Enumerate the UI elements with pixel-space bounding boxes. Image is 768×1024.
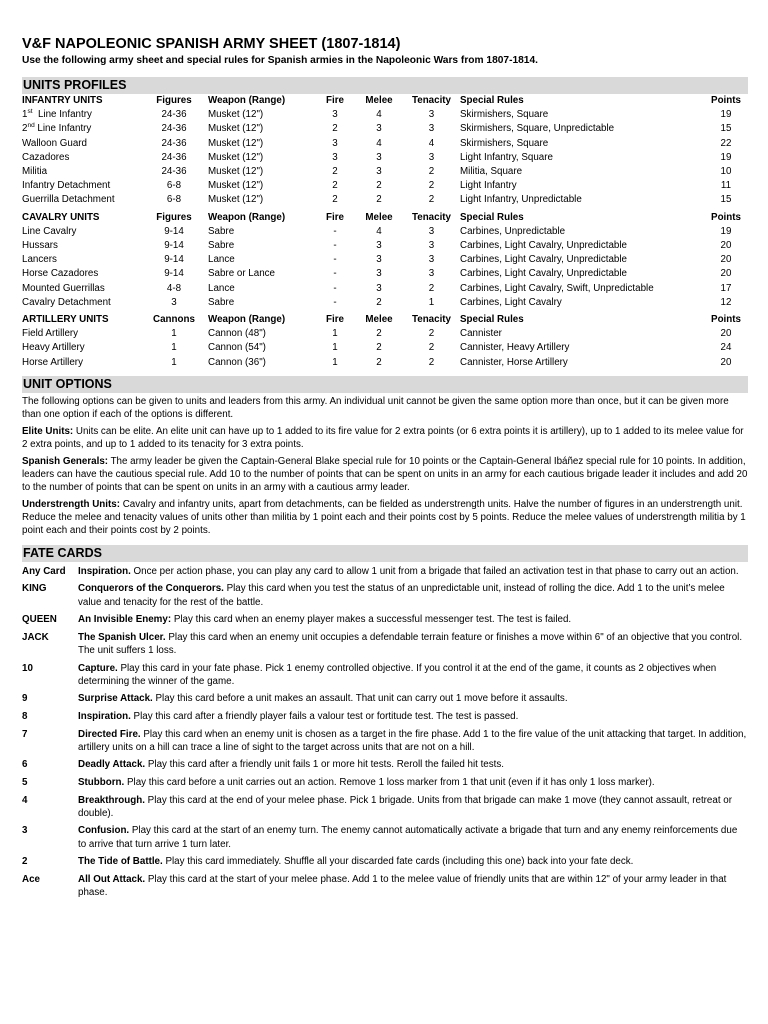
tenacity-cell: 2: [428, 356, 435, 368]
weapon-cell: Cannon (54"): [208, 342, 266, 354]
weapon-cell: Lance: [208, 254, 235, 266]
points-cell: 15: [720, 123, 732, 135]
special-rules-cell: Carbines, Light Cavalry, Unpredictable: [460, 254, 627, 266]
fate-card-key: Ace: [22, 873, 40, 885]
points-cell: 19: [720, 109, 732, 121]
unit-name: Hussars: [22, 240, 58, 252]
figures-cell: 9-14: [164, 240, 184, 252]
tenacity-cell: 4: [428, 137, 435, 149]
melee-cell: 2: [376, 194, 382, 206]
figures-cell: 1: [171, 342, 177, 354]
fate-card-effect: Play this card after a friendly unit fails 1 or more hit tests. Reroll the failed hit tests.: [145, 759, 504, 771]
points-cell: 20: [720, 356, 732, 368]
artillery-header-cell: Special Rules: [460, 314, 524, 326]
cavalry-unit-row: [22, 225, 748, 239]
artillery-header-cell: Melee: [365, 314, 393, 326]
fate-card-key: 10: [22, 662, 33, 674]
infantry-unit-row: [22, 137, 748, 151]
elite-units-option: [22, 425, 748, 451]
fate-card-row: [22, 728, 748, 754]
special-rules-cell: Militia, Square: [460, 166, 523, 178]
fate-card-name: Inspiration.: [78, 565, 131, 577]
fate-card-row: [22, 631, 748, 657]
points-cell: 17: [720, 282, 732, 294]
unit-name-rest: Line Infantry: [32, 109, 92, 121]
cavalry-header-cell: Figures: [156, 211, 192, 223]
elite-units-label: Elite Units:: [22, 425, 74, 437]
fire-cell: -: [333, 240, 337, 252]
fate-card-row: [22, 582, 748, 608]
artillery-unit-row: [22, 327, 748, 341]
special-rules-cell: Light Infantry, Square: [460, 151, 553, 163]
artillery-unit-row: [22, 356, 748, 370]
weapon-cell: Sabre: [208, 225, 235, 237]
figures-cell: 9-14: [164, 225, 184, 237]
melee-cell: 3: [376, 254, 382, 266]
points-cell: 11: [720, 180, 732, 192]
understrength-units-label: Understrength Units:: [22, 498, 120, 510]
infantry-header-cell: Tenacity: [411, 95, 452, 106]
unit-name: [22, 108, 140, 122]
artillery-header-cell: Weapon (Range): [208, 314, 286, 326]
weapon-cell: Musket (12"): [208, 180, 264, 192]
special-rules-cell: Carbines, Unpredictable: [460, 225, 566, 237]
unit-options-intro: The following options can be given to units and leaders from this army. An individual unit cannot be given the same option more than once, but it can be given more than one option if each of the options is different.: [22, 395, 729, 420]
fate-card-key: 6: [22, 759, 28, 771]
infantry-header-cell: INFANTRY UNITS: [22, 95, 103, 106]
fate-cards-heading: FATE CARDS: [22, 545, 748, 562]
special-rules-cell: Light Infantry, Unpredictable: [460, 194, 582, 206]
understrength-units-option: [22, 498, 748, 537]
artillery-header-cell: Tenacity: [411, 314, 452, 326]
fate-card-description: [78, 710, 748, 723]
fate-card-name: Deadly Attack.: [78, 759, 146, 771]
fate-card-name: An Invisible Enemy:: [78, 614, 172, 626]
page-title: V&F NAPOLEONIC SPANISH ARMY SHEET (1807-1814): [22, 36, 401, 52]
weapon-cell: Musket (12"): [208, 123, 264, 135]
figures-cell: 24-36: [161, 123, 187, 135]
cavalry-header-cell: Weapon (Range): [208, 211, 286, 223]
unit-options-heading: UNIT OPTIONS: [22, 376, 748, 393]
special-rules-cell: Skirmishers, Square, Unpredictable: [460, 123, 615, 135]
fate-card-name: Stubborn.: [78, 777, 125, 789]
fire-cell: -: [333, 296, 337, 308]
fate-card-description: [78, 692, 748, 705]
points-cell: 20: [720, 240, 732, 252]
infantry-header-cell: Fire: [326, 95, 344, 106]
figures-cell: 6-8: [166, 194, 182, 206]
special-rules-cell: Cannister, Heavy Artillery: [460, 342, 570, 354]
infantry-unit-row: [22, 151, 748, 165]
points-cell: 12: [720, 296, 732, 308]
fate-card-key: 9: [22, 693, 28, 705]
special-rules-cell: Carbines, Light Cavalry: [460, 296, 562, 308]
cavalry-unit-row: [22, 296, 748, 310]
weapon-cell: Lance: [208, 282, 235, 294]
fate-card-row: [22, 710, 748, 723]
points-cell: 19: [720, 225, 732, 237]
points-cell: 20: [720, 254, 732, 266]
tenacity-cell: 2: [428, 194, 435, 206]
cavalry-header-cell: Special Rules: [460, 211, 524, 223]
melee-cell: 2: [376, 342, 382, 354]
tenacity-cell: 3: [428, 109, 435, 121]
fate-card-name: Conquerors of the Conquerors.: [78, 583, 224, 595]
unit-name: Walloon Guard: [22, 137, 87, 149]
fire-cell: 1: [332, 342, 338, 354]
figures-cell: 9-14: [164, 254, 184, 266]
cavalry-unit-row: [22, 253, 748, 267]
figures-cell: 1: [171, 356, 177, 368]
fate-card-description: [78, 758, 748, 771]
fate-card-name: Confusion.: [78, 825, 130, 837]
fate-card-effect: Play this card when an enemy unit is chosen as a target in the fire phase. Add 1 to the fire value of the unit attacking that target. In addition, artillery units on a hill can trace a line of sight to the target across units that are not on a hill.: [78, 728, 747, 753]
tenacity-cell: 2: [428, 282, 435, 294]
fate-card-name: The Spanish Ulcer.: [78, 631, 166, 643]
melee-cell: 4: [376, 109, 382, 121]
fire-cell: 3: [332, 109, 338, 121]
infantry-unit-row: [22, 165, 748, 179]
tenacity-cell: 3: [428, 151, 435, 163]
special-rules-cell: Cannister: [460, 328, 502, 340]
fate-card-description: [78, 873, 748, 899]
fate-card-key: 2: [22, 856, 28, 868]
figures-cell: 24-36: [161, 109, 187, 121]
artillery-header-row: [22, 313, 748, 327]
fate-card-effect: Play this card when an enemy unit occupies a defendable terrain feature or finishes a move within 6" of an objective that you control. The unit suffers 1 loss.: [78, 631, 743, 657]
unit-name: Guerrilla Detachment: [22, 194, 115, 206]
fate-card-effect: Once per action phase, you can play any card to allow 1 unit from a brigade that failed an activation test in that phase to carry out an action.: [130, 565, 739, 577]
fate-card-row: [22, 824, 748, 850]
artillery-unit-row: [22, 341, 748, 355]
fate-card-effect: Play this card when an enemy player makes a successful messenger test. The test is failed.: [171, 614, 572, 626]
fate-card-name: Inspiration.: [78, 711, 131, 723]
cavalry-header-row: [22, 211, 748, 225]
fate-card-effect: Play this card in your fate phase. Pick 1 enemy controlled objective. If you control it at the end of the game, it counts as 2 objectives when determining the winner of the game.: [78, 662, 717, 687]
special-rules-cell: Carbines, Light Cavalry, Unpredictable: [460, 240, 627, 252]
tenacity-cell: 3: [428, 268, 435, 280]
unit-name: Heavy Artillery: [22, 342, 85, 354]
special-rules-cell: Light Infantry: [460, 180, 517, 192]
fate-card-name: Directed Fire.: [78, 728, 141, 740]
melee-cell: 3: [376, 166, 382, 178]
elite-units-text: Units can be elite. An elite unit can have up to 1 added to its fire value for 2 extra points (or 6 extra points it is artillery), up to 1 added to its melee value for 2 extra points, and up to 1 added to its tenacity for 3 extra points.: [22, 425, 744, 450]
special-rules-cell: Skirmishers, Square: [460, 137, 549, 149]
points-cell: 15: [720, 194, 732, 206]
fate-card-effect: Play this card at the start of your melee phase. Add 1 to the melee value of friendly units that are within 12" of your army leader in that phase.: [78, 873, 727, 898]
fire-cell: -: [333, 254, 337, 266]
unit-name: Infantry Detachment: [22, 180, 111, 192]
infantry-header-cell: Special Rules: [460, 95, 524, 106]
fate-card-effect: Play this card immediately. Shuffle all your discarded fate cards (including this one) back into your fate deck.: [162, 856, 634, 868]
figures-cell: 24-36: [161, 166, 187, 178]
tenacity-cell: 2: [428, 180, 435, 192]
melee-cell: 2: [376, 180, 382, 192]
fate-card-description: [78, 613, 748, 626]
page-subtitle: Use the following army sheet and special rules for Spanish armies in the Napoleonic Wars from 1807-1814.: [22, 55, 538, 66]
melee-cell: 4: [376, 225, 382, 237]
special-rules-cell: Carbines, Light Cavalry, Unpredictable: [460, 268, 627, 280]
cavalry-unit-row: [22, 239, 748, 253]
fate-card-name: Capture.: [78, 662, 118, 674]
infantry-unit-row: [22, 122, 748, 136]
artillery-header-cell: ARTILLERY UNITS: [22, 314, 109, 326]
unit-ordinal-number: 2: [22, 123, 28, 135]
unit-name: Lancers: [22, 254, 57, 266]
figures-cell: 3: [171, 296, 177, 308]
fate-card-row: [22, 758, 748, 771]
unit-name: Horse Cazadores: [22, 268, 99, 280]
fire-cell: -: [333, 268, 337, 280]
unit-name-rest: Line Infantry: [34, 123, 92, 135]
melee-cell: 3: [376, 123, 382, 135]
fate-card-row: [22, 873, 748, 899]
unit-name: Militia: [22, 166, 48, 178]
fire-cell: 2: [332, 194, 338, 206]
fate-card-key: KING: [22, 583, 47, 595]
fate-card-row: [22, 794, 748, 820]
fire-cell: 3: [332, 137, 338, 149]
tenacity-cell: 3: [428, 123, 435, 135]
fate-card-effect: Play this card before a unit makes an assault. That unit can carry out 1 move before it assaults.: [152, 693, 568, 705]
weapon-cell: Musket (12"): [208, 166, 264, 178]
cavalry-unit-row: [22, 282, 748, 296]
melee-cell: 2: [376, 328, 382, 340]
fire-cell: 1: [332, 328, 338, 340]
unit-name: Line Cavalry: [22, 225, 77, 237]
unit-name: [22, 122, 140, 136]
fate-card-row: [22, 855, 748, 868]
unit-name: Cavalry Detachment: [22, 296, 111, 308]
infantry-unit-row: [22, 108, 748, 122]
fate-card-key: 3: [22, 825, 28, 837]
cavalry-header-cell: CAVALRY UNITS: [22, 211, 100, 223]
weapon-cell: Musket (12"): [208, 137, 264, 149]
fate-card-description: [78, 631, 748, 657]
fate-card-name: Surprise Attack.: [78, 693, 153, 705]
figures-cell: 4-8: [166, 282, 182, 294]
unit-ordinal-suffix: st: [27, 108, 33, 116]
fate-card-description: [78, 582, 748, 608]
tenacity-cell: 3: [428, 240, 435, 252]
fate-card-description: [78, 728, 748, 754]
artillery-header-cell: Cannons: [153, 314, 195, 326]
tenacity-cell: 2: [428, 166, 435, 178]
fate-card-row: [22, 776, 748, 789]
melee-cell: 3: [376, 268, 382, 280]
fate-card-description: [78, 824, 748, 850]
points-cell: 10: [720, 166, 732, 178]
infantry-header-cell: Melee: [365, 95, 393, 106]
fate-card-description: [78, 662, 748, 688]
infantry-header-cell: Figures: [156, 95, 192, 106]
weapon-cell: Musket (12"): [208, 151, 264, 163]
infantry-unit-row: [22, 179, 748, 193]
cavalry-unit-row: [22, 267, 748, 281]
fate-card-description: [78, 565, 748, 578]
points-cell: 24: [720, 342, 732, 354]
unit-name: Mounted Guerrillas: [22, 282, 105, 294]
army-sheet: [22, 36, 748, 904]
points-cell: 19: [720, 151, 732, 163]
figures-cell: 9-14: [164, 268, 184, 280]
cavalry-header-cell: Points: [711, 211, 741, 223]
figures-cell: 24-36: [161, 137, 187, 149]
cavalry-header-cell: Fire: [326, 211, 344, 223]
fire-cell: 2: [332, 166, 338, 178]
fire-cell: 2: [332, 180, 338, 192]
fire-cell: 1: [332, 356, 338, 368]
fate-card-key: Any Card: [22, 565, 66, 577]
infantry-header-cell: Points: [711, 95, 741, 106]
artillery-header-cell: Fire: [326, 314, 344, 326]
weapon-cell: Sabre or Lance: [208, 268, 275, 280]
fire-cell: 2: [332, 123, 338, 135]
fate-card-name: Breakthrough.: [78, 794, 145, 806]
weapon-cell: Musket (12"): [208, 109, 264, 121]
fate-card-row: [22, 692, 748, 705]
unit-name: Cazadores: [22, 151, 70, 163]
fate-card-key: QUEEN: [22, 614, 57, 626]
fire-cell: 3: [332, 151, 338, 163]
unit-ordinal-number: 1: [22, 109, 28, 121]
understrength-units-text: Cavalry and infantry units, apart from detachments, can be fielded as understrength units. Halve the number of figures in an understrength unit. Reduce the melee and tenacity values of units other than militia by 1 point each and their points cost by 5 points. Reduce the melee values of understrength militia by 1 point each and their points cost by 2 points.: [22, 498, 746, 536]
fate-card-description: [78, 794, 748, 820]
infantry-header-row: [22, 94, 748, 108]
fate-card-key: 8: [22, 711, 28, 723]
fate-card-row: [22, 662, 748, 688]
infantry-header-cell: Weapon (Range): [208, 95, 286, 106]
special-rules-cell: Skirmishers, Square: [460, 109, 549, 121]
units-profiles-table: [22, 94, 748, 370]
weapon-cell: Cannon (36"): [208, 356, 266, 368]
spanish-generals-option: [22, 455, 748, 494]
fate-card-description: [78, 855, 748, 868]
fate-card-effect: Play this card at the end of your melee phase. Pick 1 brigade. Units from that brigade can make 1 move (they cannot assault, retreat or double).: [78, 794, 732, 819]
fate-cards-list: [22, 565, 748, 899]
melee-cell: 3: [376, 240, 382, 252]
fate-card-description: [78, 776, 748, 789]
fate-card-effect: Play this card before a unit carries out an action. Remove 1 loss marker from 1 that unit (even if it has only 1 loss marker).: [124, 777, 655, 789]
infantry-unit-row: [22, 193, 748, 207]
figures-cell: 24-36: [161, 151, 187, 163]
fate-card-key: 5: [22, 777, 28, 789]
fate-card-key: JACK: [22, 631, 49, 643]
unit-ordinal-suffix: nd: [27, 122, 35, 130]
spanish-generals-label: Spanish Generals:: [22, 455, 109, 467]
weapon-cell: Cannon (48"): [208, 328, 266, 340]
tenacity-cell: 1: [428, 296, 435, 308]
artillery-header-cell: Points: [711, 314, 741, 326]
fate-card-key: 7: [22, 728, 28, 740]
figures-cell: 6-8: [166, 180, 182, 192]
points-cell: 20: [720, 268, 732, 280]
tenacity-cell: 2: [428, 328, 435, 340]
fate-card-name: All Out Attack.: [78, 873, 146, 885]
unit-name: Horse Artillery: [22, 356, 83, 368]
weapon-cell: Musket (12"): [208, 194, 264, 206]
fate-card-name: The Tide of Battle.: [78, 856, 163, 868]
tenacity-cell: 3: [428, 225, 435, 237]
melee-cell: 3: [376, 282, 382, 294]
weapon-cell: Sabre: [208, 296, 235, 308]
tenacity-cell: 2: [428, 342, 435, 354]
spanish-generals-text: The army leader be given the Captain-General Blake special rule for 10 points or the Captain-General Ibáñez special rule for 10 points. In addition, leaders can have the cautious special rule. Add 10 to the number of points that can be spent on units in an army for each cautious brigade leader it includes and add 20 to the number of points that can be spent on units in an army with a cautious army leader.: [22, 455, 748, 493]
melee-cell: 2: [376, 296, 382, 308]
fate-card-key: 4: [22, 794, 28, 806]
figures-cell: 1: [171, 328, 177, 340]
fate-card-effect: Play this card at the start of an enemy turn. The enemy cannot automatically activate a brigade that turn and any enemy reinforcements due to arrive that turn arrive 1 turn later.: [78, 825, 738, 850]
melee-cell: 4: [376, 137, 382, 149]
special-rules-cell: Cannister, Horse Artillery: [460, 356, 568, 368]
tenacity-cell: 3: [428, 254, 435, 266]
weapon-cell: Sabre: [208, 240, 235, 252]
melee-cell: 3: [376, 151, 382, 163]
cavalry-header-cell: Tenacity: [411, 211, 452, 223]
points-cell: 22: [720, 137, 732, 149]
fire-cell: -: [333, 282, 337, 294]
fate-card-effect: Play this card when you test the status of an unpredictable unit, instead of rolling the dice. Add 1 to the unit’s melee value and tenacity for the rest of the battle.: [78, 583, 725, 608]
special-rules-cell: Carbines, Light Cavalry, Swift, Unpredictable: [460, 282, 654, 294]
points-cell: 20: [720, 328, 732, 340]
fate-card-row: [22, 565, 748, 578]
unit-name: Field Artillery: [22, 328, 79, 340]
fate-card-effect: Play this card after a friendly player fails a valour test or fortitude test. The test is passed.: [130, 711, 519, 723]
cavalry-header-cell: Melee: [365, 211, 393, 223]
fate-card-row: [22, 613, 748, 626]
fire-cell: -: [333, 225, 337, 237]
melee-cell: 2: [376, 356, 382, 368]
units-profiles-heading: UNITS PROFILES: [22, 77, 748, 94]
